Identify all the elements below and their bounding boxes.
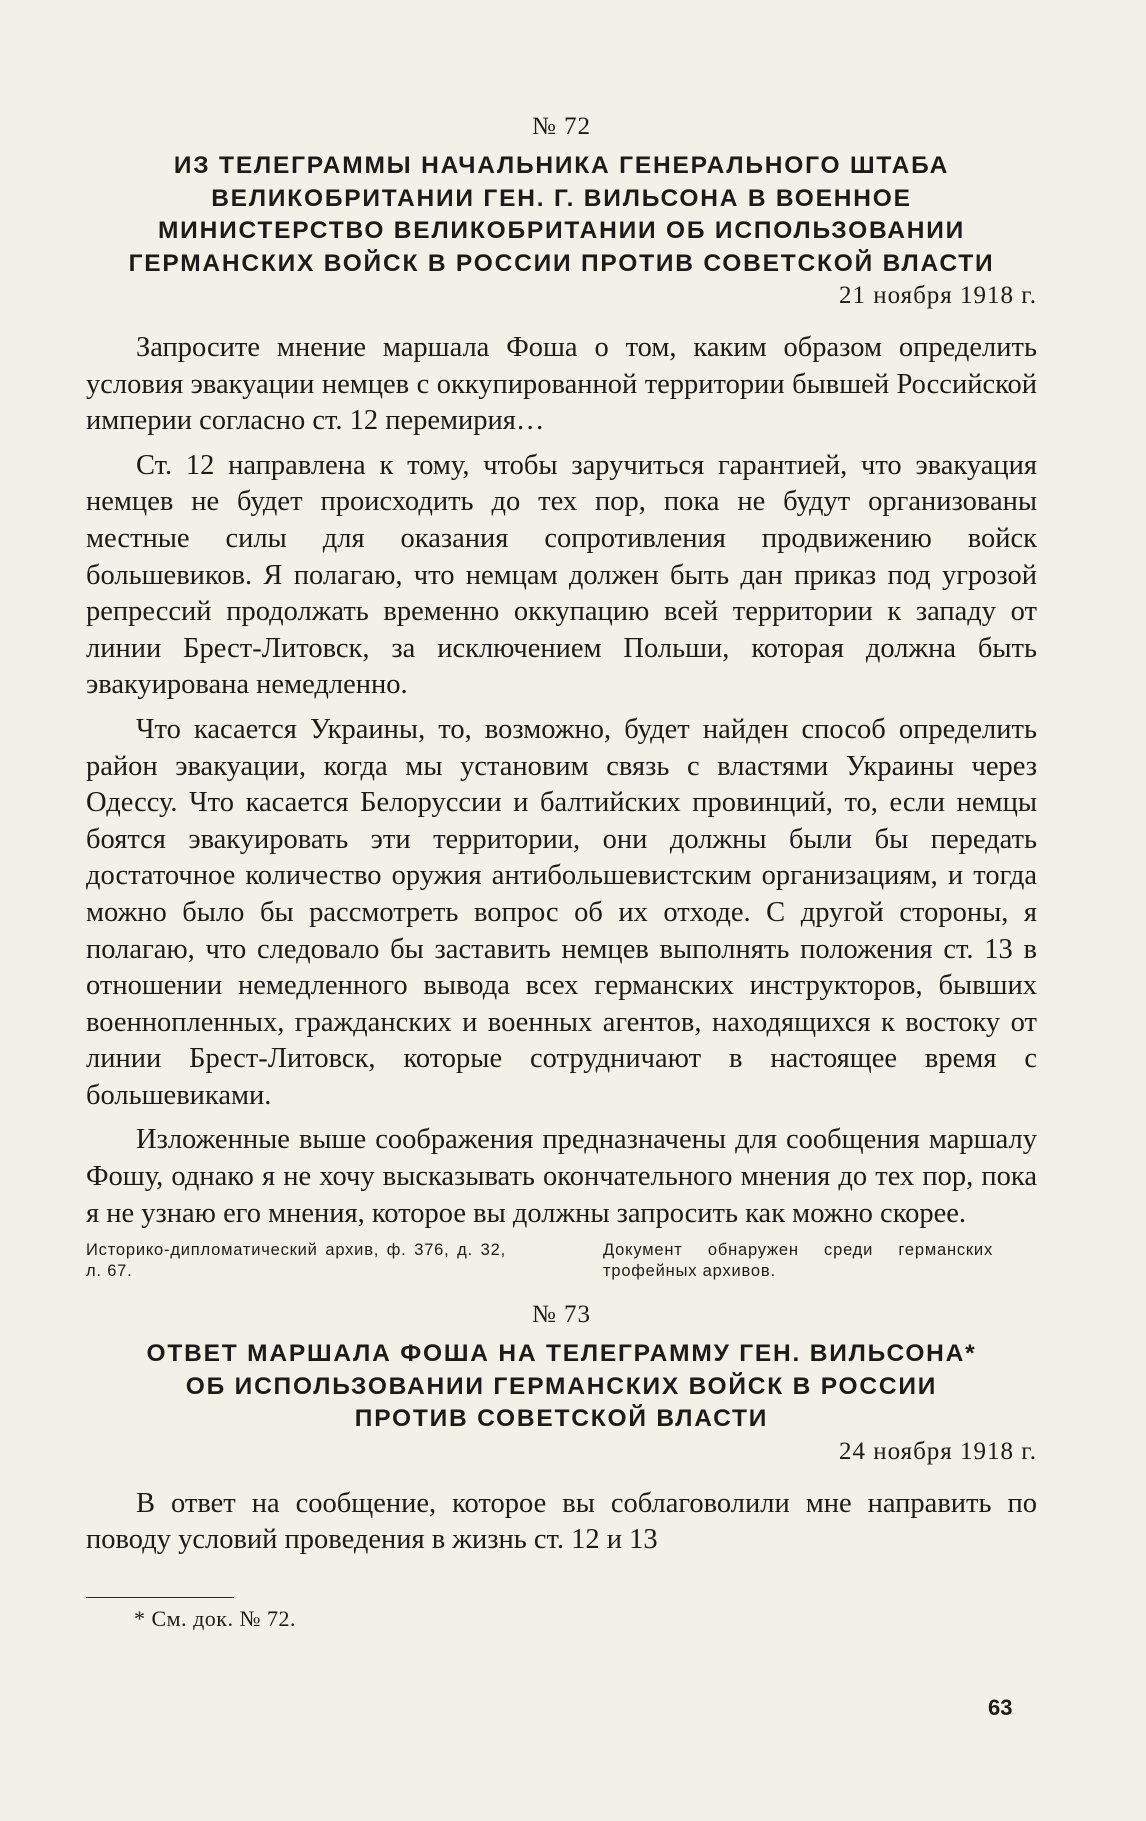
- footnote: * См. док. № 72.: [134, 1606, 296, 1631]
- archive-origin: Документ обнаружен среди германских трофейных архивов.: [603, 1241, 993, 1281]
- title-line: ГЕРМАНСКИХ ВОЙСК В РОССИИ ПРОТИВ СОВЕТСКОЙ ВЛАСТИ: [128, 249, 995, 277]
- document-date: 24 ноября 1918 г.: [838, 1437, 1037, 1465]
- title-line: ОТВЕТ МАРШАЛА ФОША НА ТЕЛЕГРАММУ ГЕН. ВИЛЬСОНА*: [146, 1340, 977, 1368]
- body-paragraph: Изложенные выше соображения предназначены для сообщения маршалу Фошу, однако я не хочу высказывать окончательного мнения до тех пор, пока я не узнаю его мнения, которое вы должны запросить как можно скорее.: [86, 1124, 1037, 1229]
- title-line: МИНИСТЕРСТВО ВЕЛИКОБРИТАНИИ ОБ ИСПОЛЬЗОВАНИИ: [157, 217, 966, 244]
- document-date: 21 ноября 1918 г.: [838, 282, 1037, 309]
- document-title: [86, 1338, 1037, 1436]
- title-line: ИЗ ТЕЛЕГРАММЫ НАЧАЛЬНИКА ГЕНЕРАЛЬНОГО ШТАБА: [173, 152, 950, 179]
- body-paragraph: Запросите мнение маршала Фоша о том, каким образом определить условия эвакуации немцев с оккупированной территории бывшей Российской империи согласно ст. 12 перемирия…: [86, 332, 1037, 437]
- archive-source: Историко-дипломатический архив, ф. 376, д. 32, л. 67.: [86, 1241, 506, 1281]
- document-73: [86, 1300, 1037, 1559]
- title-line: ОБ ИСПОЛЬЗОВАНИИ ГЕРМАНСКИХ ВОЙСК В РОССИИ: [185, 1372, 938, 1400]
- body-paragraph: Что касается Украины, то, возможно, будет найден способ определить район эвакуации, когда мы установим связь с властями Украины через Одессу. Что касается Белоруссии и балтийских провинций, то, если немцы боятся эвакуировать эти территории, они должны были бы передать достаточное количество оружия антибольшевистским организациям, и тогда можно было бы рассмотреть вопрос об их отходе. С другой стороны, я полагаю, что следовало бы заставить немцев выполнять положения ст. 13 в отношении немедленного вывода всех германских инструкторов, бывших военнопленных, гражданских и военных агентов, находящихся к востоку от линии Брест-Литовск, которые сотрудничают в настоящее время с большевиками.: [86, 713, 1037, 1111]
- page-number: 63: [988, 1695, 1013, 1720]
- document-number: № 73: [531, 1301, 592, 1329]
- body-paragraph: Ст. 12 направлена к тому, чтобы заручиться гарантией, что эвакуация немцев не будет происходить до тех пор, пока не будут организованы местные силы для оказания сопротивления продвижению войск большевиков. Я полагаю, что немцам должен быть дан приказ под угрозой репрессий продолжать временно оккупацию всей территории к западу от линии Брест-Литовск, за исключением Польши, которая должна быть эвакуирована немедленно.: [86, 449, 1037, 701]
- title-line: ВЕЛИКОБРИТАНИИ ГЕН. Г. ВИЛЬСОНА В ВОЕННОЕ: [211, 184, 912, 212]
- document-72: [86, 112, 1037, 1282]
- page-content: [86, 112, 1037, 1567]
- document-title: [86, 150, 1037, 280]
- body-paragraph: В ответ на сообщение, которое вы соблаговолили мне направить по поводу условий проведения в жизнь ст. 12 и 13: [86, 1487, 1037, 1556]
- document-number: № 72: [531, 113, 592, 140]
- title-line: ПРОТИВ СОВЕТСКОЙ ВЛАСТИ: [354, 1405, 769, 1433]
- source-notes: [86, 1240, 1037, 1282]
- footnote-divider: [86, 1597, 234, 1598]
